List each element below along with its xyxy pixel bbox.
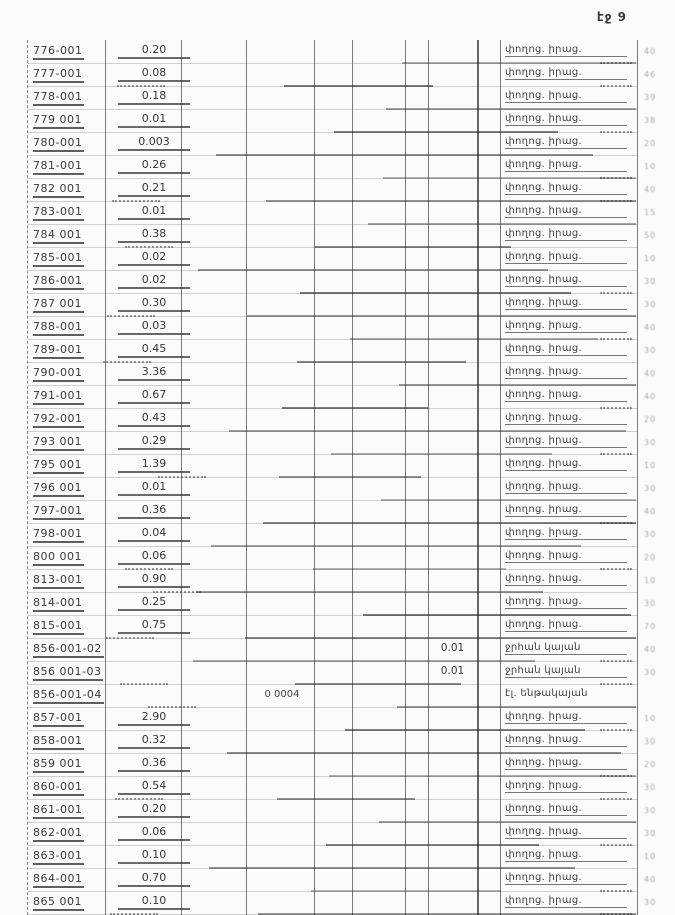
- row-margin-number: 30: [644, 484, 657, 493]
- table-row: [0, 593, 675, 616]
- row-margin-number: 40: [644, 875, 657, 884]
- row-value: 0.36: [118, 503, 190, 519]
- table-row: [0, 800, 675, 823]
- row-value: 0.04: [118, 526, 190, 542]
- row-margin-number: 10: [644, 852, 657, 861]
- row-value: 0.30: [118, 296, 190, 312]
- table-row: [0, 455, 675, 478]
- row-code: 800 001: [33, 550, 84, 566]
- row-label: փողոց. իրաց.: [505, 366, 627, 379]
- row-margin-number: 30: [644, 300, 657, 309]
- row-value: 0.36: [118, 756, 190, 772]
- row-margin-number: 10: [644, 254, 657, 263]
- row-value: 0.02: [118, 273, 190, 289]
- row-code: 790-001: [33, 366, 84, 382]
- row-margin-number: 40: [644, 645, 657, 654]
- row-label: փողոց. իրաց.: [505, 734, 627, 747]
- row-label: փողոց. իրաց.: [505, 550, 627, 563]
- row-value: 0.01: [118, 204, 190, 220]
- row-label: փողոց. իրաց.: [505, 44, 627, 57]
- table-row: [0, 501, 675, 524]
- table-row: [0, 340, 675, 363]
- table-row: [0, 248, 675, 271]
- row-label: փողոց. իրաց.: [505, 228, 627, 241]
- table-row: [0, 156, 675, 179]
- row-value: 0.90: [118, 572, 190, 588]
- row-code: 863-001: [33, 849, 84, 865]
- row-label: փողոց. իրաց.: [505, 320, 627, 333]
- row-label: փողոց. իրաց.: [505, 435, 627, 448]
- row-code: 815-001: [33, 619, 84, 635]
- row-label: փողոց. իրաց.: [505, 458, 627, 471]
- row-margin-number: 30: [644, 783, 657, 792]
- table-row: [0, 777, 675, 800]
- table-row: [0, 432, 675, 455]
- row-code: 795 001: [33, 458, 84, 474]
- table-row: [0, 639, 675, 662]
- row-code: 856 001-03: [33, 665, 103, 681]
- row-value: 0.06: [118, 825, 190, 841]
- row-value: 0.003: [118, 135, 190, 151]
- table-row: [0, 524, 675, 547]
- row-label: էլ. ենթակայան: [505, 688, 588, 699]
- row-label: փողոց. իրաց.: [505, 504, 627, 517]
- table-row: [0, 294, 675, 317]
- row-label: փողոց. իրաց.: [505, 297, 627, 310]
- table-row: [0, 823, 675, 846]
- row-margin-number: 30: [644, 829, 657, 838]
- row-code: 814-001: [33, 596, 84, 612]
- row-value: 0.70: [118, 871, 190, 887]
- row-value: 0.08: [118, 66, 190, 82]
- row-margin-number: 30: [644, 438, 657, 447]
- row-margin-number: 20: [644, 553, 657, 562]
- row-code: 856-001-04: [33, 688, 104, 704]
- row-margin-number: 70: [644, 622, 657, 631]
- row-label: փողոց. իրաց.: [505, 136, 627, 149]
- table-row: [0, 202, 675, 225]
- row-value: 0.38: [118, 227, 190, 243]
- table-row: [0, 616, 675, 639]
- row-label: փողոց. իրաց.: [505, 596, 627, 609]
- row-code: 792-001: [33, 412, 84, 428]
- row-value: 0.45: [118, 342, 190, 358]
- row-label: ջրհան կայան: [505, 642, 627, 655]
- row-label: փողոց. իրաց.: [505, 251, 627, 264]
- row-code: 783-001: [33, 205, 84, 221]
- row-label: փողոց. իրաց.: [505, 343, 627, 356]
- row-code: 791-001: [33, 389, 84, 405]
- table-row: [0, 846, 675, 869]
- row-label: փողոց. իրաց.: [505, 895, 627, 908]
- table-row: [0, 179, 675, 202]
- row-value: 0.43: [118, 411, 190, 427]
- row-margin-number: 39: [644, 93, 657, 102]
- table-row: [0, 478, 675, 501]
- row-margin-number: 15: [644, 208, 657, 217]
- row-code: 779 001: [33, 113, 84, 129]
- row-value: 0.54: [118, 779, 190, 795]
- row-margin-number: 40: [644, 392, 657, 401]
- row-value: 0.01: [118, 480, 190, 496]
- row-value: 0.21: [118, 181, 190, 197]
- row-label: փողոց. իրաց.: [505, 274, 627, 287]
- row-label: փողոց. իրաց.: [505, 389, 627, 402]
- row-value: 0.32: [118, 733, 190, 749]
- row-margin-number: 30: [644, 806, 657, 815]
- row-value: 3.36: [118, 365, 190, 381]
- row-margin-number: 10: [644, 461, 657, 470]
- row-label: փողոց. իրաց.: [505, 803, 627, 816]
- row-code: 798-001: [33, 527, 84, 543]
- row-value: 0.20: [118, 802, 190, 818]
- table-row: [0, 731, 675, 754]
- row-value: 0.26: [118, 158, 190, 174]
- row-label: փողոց. իրաց.: [505, 757, 627, 770]
- page-number-header: էջ 9: [596, 10, 627, 24]
- table-row: [0, 87, 675, 110]
- row-code: 776-001: [33, 44, 84, 60]
- table-row: [0, 133, 675, 156]
- row-label: փողոց. իրաց.: [505, 826, 627, 839]
- row-code: 793 001: [33, 435, 84, 451]
- table-row: [0, 317, 675, 340]
- row-label: փողոց. իրաց.: [505, 780, 627, 793]
- row-label: փողոց. իրաց.: [505, 711, 627, 724]
- row-margin-number: 40: [644, 323, 657, 332]
- table-row: [0, 754, 675, 777]
- row-code: 786-001: [33, 274, 84, 290]
- row-margin-number: 30: [644, 346, 657, 355]
- row-margin-number: 30: [644, 898, 657, 907]
- row-label: փողոց. իրաց.: [505, 849, 627, 862]
- row-label: փողոց. իրաց.: [505, 67, 627, 80]
- table-row: [0, 64, 675, 87]
- row-value: 0.02: [118, 250, 190, 266]
- row-code: 782 001: [33, 182, 84, 198]
- row-code: 784 001: [33, 228, 84, 244]
- row-label: փողոց. իրաց.: [505, 159, 627, 172]
- row-code: 777-001: [33, 67, 84, 83]
- row-code: 796 001: [33, 481, 84, 497]
- table-row: [0, 685, 675, 708]
- row-code: 813-001: [33, 573, 84, 589]
- row-code: 859 001: [33, 757, 84, 773]
- row-code: 789-001: [33, 343, 84, 359]
- table-row: [0, 386, 675, 409]
- table-row: [0, 363, 675, 386]
- row-code: 857-001: [33, 711, 84, 727]
- row-label: փողոց. իրաց.: [505, 481, 627, 494]
- table-row: [0, 708, 675, 731]
- table-row: [0, 869, 675, 892]
- row-label: փողոց. իրաց.: [505, 412, 627, 425]
- row-extra-value: 0.01: [440, 665, 465, 677]
- row-margin-number: 30: [644, 737, 657, 746]
- row-value: 0.75: [118, 618, 190, 634]
- row-label: փողոց. իրաց.: [505, 573, 627, 586]
- row-value: 0.67: [118, 388, 190, 404]
- row-value: 0.03: [118, 319, 190, 335]
- row-value: 1.39: [118, 457, 190, 473]
- row-value: 0.25: [118, 595, 190, 611]
- row-margin-number: 20: [644, 415, 657, 424]
- row-code: 864-001: [33, 872, 84, 888]
- row-margin-number: 10: [644, 162, 657, 171]
- row-margin-number: 20: [644, 760, 657, 769]
- row-code: 858-001: [33, 734, 84, 750]
- table-row: [0, 41, 675, 64]
- row-margin-number: 10: [644, 714, 657, 723]
- table-row: [0, 570, 675, 593]
- row-code: 788-001: [33, 320, 84, 336]
- row-margin-number: 40: [644, 507, 657, 516]
- row-code: 860-001: [33, 780, 84, 796]
- row-label: փողոց. իրաց.: [505, 205, 627, 218]
- row-margin-number: 46: [644, 70, 657, 79]
- row-label: փողոց. իրաց.: [505, 527, 627, 540]
- row-margin-number: 30: [644, 277, 657, 286]
- row-code: 781-001: [33, 159, 84, 175]
- row-value: 2.90: [118, 710, 190, 726]
- row-value: 0.10: [118, 848, 190, 864]
- table-row: [0, 271, 675, 294]
- table-row: [0, 662, 675, 685]
- row-value: 0.06: [118, 549, 190, 565]
- table-row: [0, 409, 675, 432]
- row-margin-number: 30: [644, 530, 657, 539]
- row-code: 785-001: [33, 251, 84, 267]
- row-margin-number: 30: [644, 668, 657, 677]
- row-code: 862-001: [33, 826, 84, 842]
- row-margin-number: 38: [644, 116, 657, 125]
- row-label: ջրհան կայան: [505, 665, 627, 678]
- row-margin-number: 30: [644, 599, 657, 608]
- row-margin-number: 40: [644, 47, 657, 56]
- table-row: [0, 110, 675, 133]
- row-value: 0.20: [118, 43, 190, 59]
- row-extra-value: 0 0004: [264, 689, 300, 700]
- row-code: 780-001: [33, 136, 84, 152]
- row-value: 0.01: [118, 112, 190, 128]
- table-row: [0, 547, 675, 570]
- row-margin-number: 40: [644, 185, 657, 194]
- row-code: 797-001: [33, 504, 84, 520]
- row-code: 865 001: [33, 895, 84, 911]
- row-margin-number: 50: [644, 231, 657, 240]
- row-code: 861-001: [33, 803, 84, 819]
- row-value: 0.10: [118, 894, 190, 910]
- table-row: [0, 892, 675, 915]
- row-code: 787 001: [33, 297, 84, 313]
- row-value: 0.18: [118, 89, 190, 105]
- row-label: փողոց. իրաց.: [505, 872, 627, 885]
- row-value: 0.29: [118, 434, 190, 450]
- row-margin-number: 10: [644, 576, 657, 585]
- row-label: փողոց. իրաց.: [505, 182, 627, 195]
- row-margin-number: 40: [644, 369, 657, 378]
- row-label: փողոց. իրաց.: [505, 113, 627, 126]
- row-extra-value: 0.01: [440, 642, 465, 654]
- row-label: փողոց. իրաց.: [505, 619, 627, 632]
- row-margin-number: 20: [644, 139, 657, 148]
- table-row: [0, 225, 675, 248]
- row-code: 856-001-02: [33, 642, 104, 658]
- row-label: փողոց. իրաց.: [505, 90, 627, 103]
- row-code: 778-001: [33, 90, 84, 106]
